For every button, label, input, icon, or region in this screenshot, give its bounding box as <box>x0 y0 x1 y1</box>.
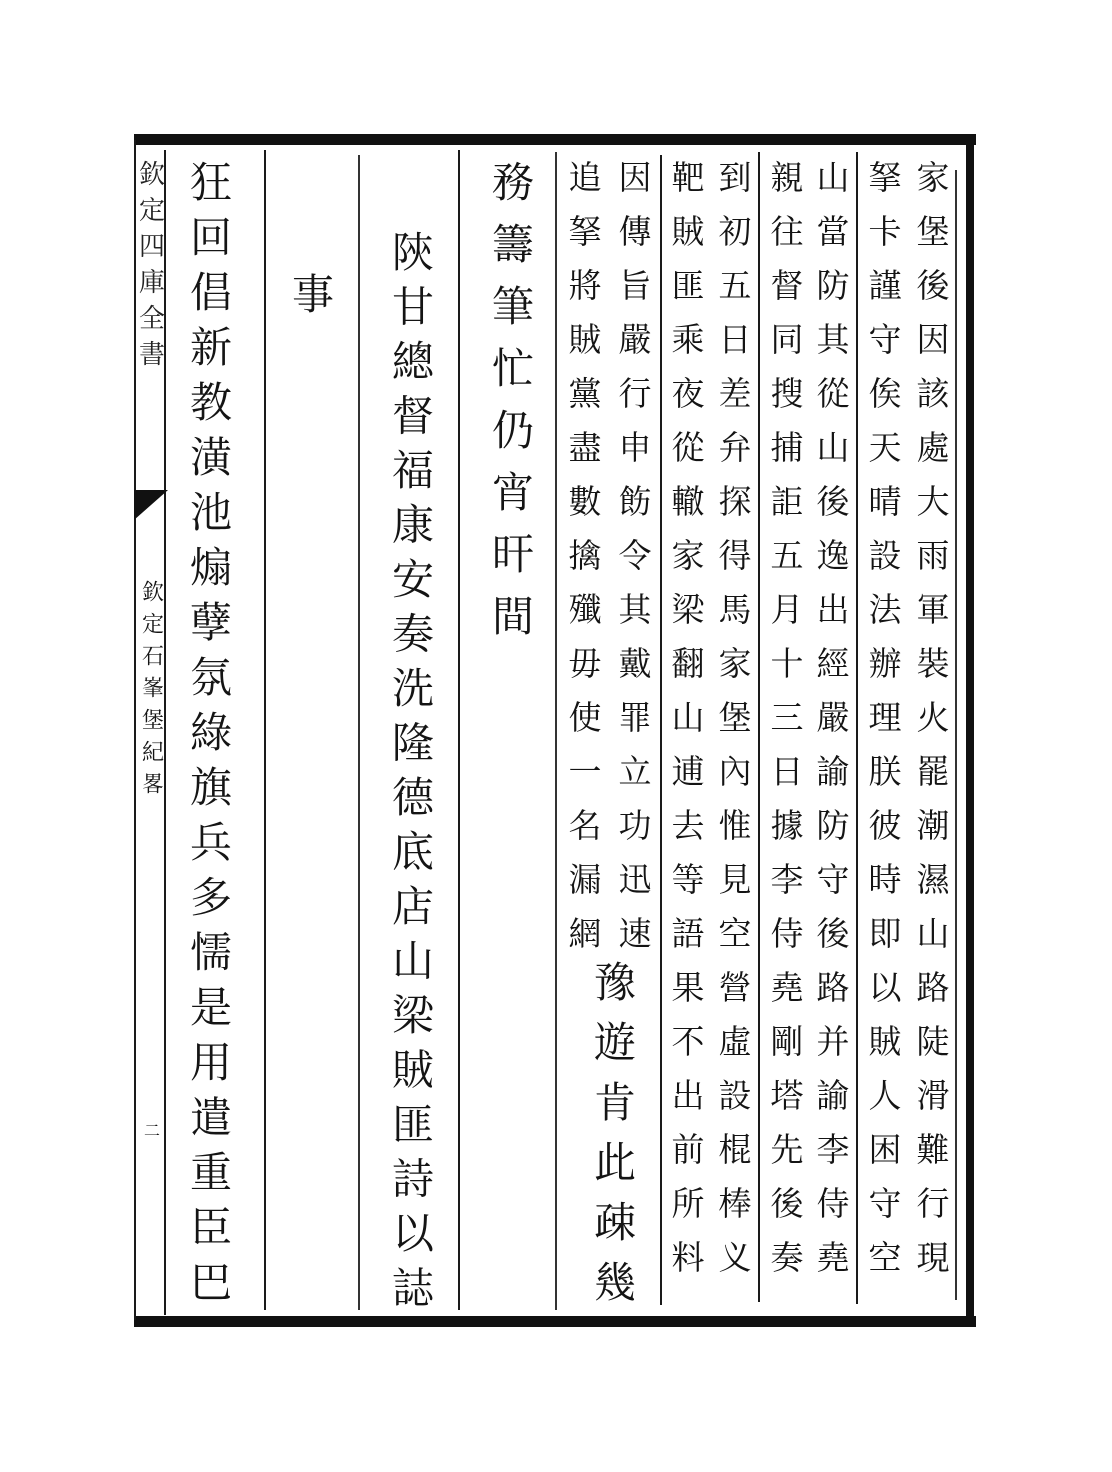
poem-column-continuation <box>582 960 642 1320</box>
column-divider-line <box>264 150 266 1310</box>
series-title <box>136 160 164 376</box>
poem-column-9 <box>480 160 540 656</box>
column-text: 陝甘總督福康安奏洗隆德底店山梁賊匪詩以誌 <box>386 230 435 1320</box>
column-text: 事 <box>286 272 335 314</box>
text-column-5 <box>710 160 756 1294</box>
column-text: 拏卡謹守俟天晴設法辦理朕彼時即以賊人困守空 <box>863 160 903 1294</box>
column-text: 追拏將賊黨盡數擒殲毋使一名漏網 <box>563 160 603 970</box>
column-divider-line <box>856 152 858 1304</box>
text-column-6 <box>663 160 709 1294</box>
column-divider-line <box>555 152 557 1310</box>
text-column-3 <box>808 160 854 1294</box>
column-text: 因傳旨嚴行申飭令其戴罪立功迅速 <box>613 160 653 970</box>
right-border-rule <box>966 134 974 1327</box>
text-column-7 <box>610 160 656 970</box>
column-divider-line <box>358 155 360 1310</box>
text-column-1 <box>908 160 954 1294</box>
column-text: 親往督同搜捕詎五月十三日據李侍堯剛塔先後奏 <box>765 160 805 1294</box>
spine-title-text: 欽定石峯堡紀畧 <box>138 580 164 804</box>
page-number: 二 <box>144 1121 161 1140</box>
column-divider-line <box>458 150 460 1310</box>
text-column-4 <box>762 160 808 1294</box>
column-text: 到初五日差弁探得馬家堡內惟見空營虛設棍棒义 <box>713 160 753 1294</box>
column-text: 山當防其從山後逸出經嚴諭防守後路并諭李侍堯 <box>811 160 851 1294</box>
poem-column-13 <box>178 160 238 1315</box>
column-text: 靶賊匪乘夜從轍家梁翻山逋去等語果不出前所料 <box>666 160 706 1294</box>
column-divider-line <box>758 152 760 1302</box>
text-column-2 <box>860 160 906 1294</box>
series-title-text: 欽定四庫全書 <box>134 160 165 376</box>
heading-column-10 <box>380 230 440 1320</box>
bottom-border-rule <box>134 1316 976 1327</box>
column-divider-line <box>955 170 957 1300</box>
column-text: 狂回倡新教潢池煽孽氛綠旗兵多懦是用遣重臣巴 <box>184 160 233 1315</box>
column-text: 家堡後因該處大雨軍裝火罷潮濕山路陡滑難行現 <box>911 160 951 1294</box>
fishtail-mark-icon <box>134 490 168 520</box>
column-text: 豫遊肯此疎幾 <box>588 960 637 1320</box>
column-text: 務籌筆忙仍宵旰間 <box>486 160 535 656</box>
spine-title <box>138 580 164 804</box>
text-column-8 <box>560 160 606 970</box>
top-border-rule <box>134 134 976 145</box>
heading-column-12 <box>280 272 340 314</box>
